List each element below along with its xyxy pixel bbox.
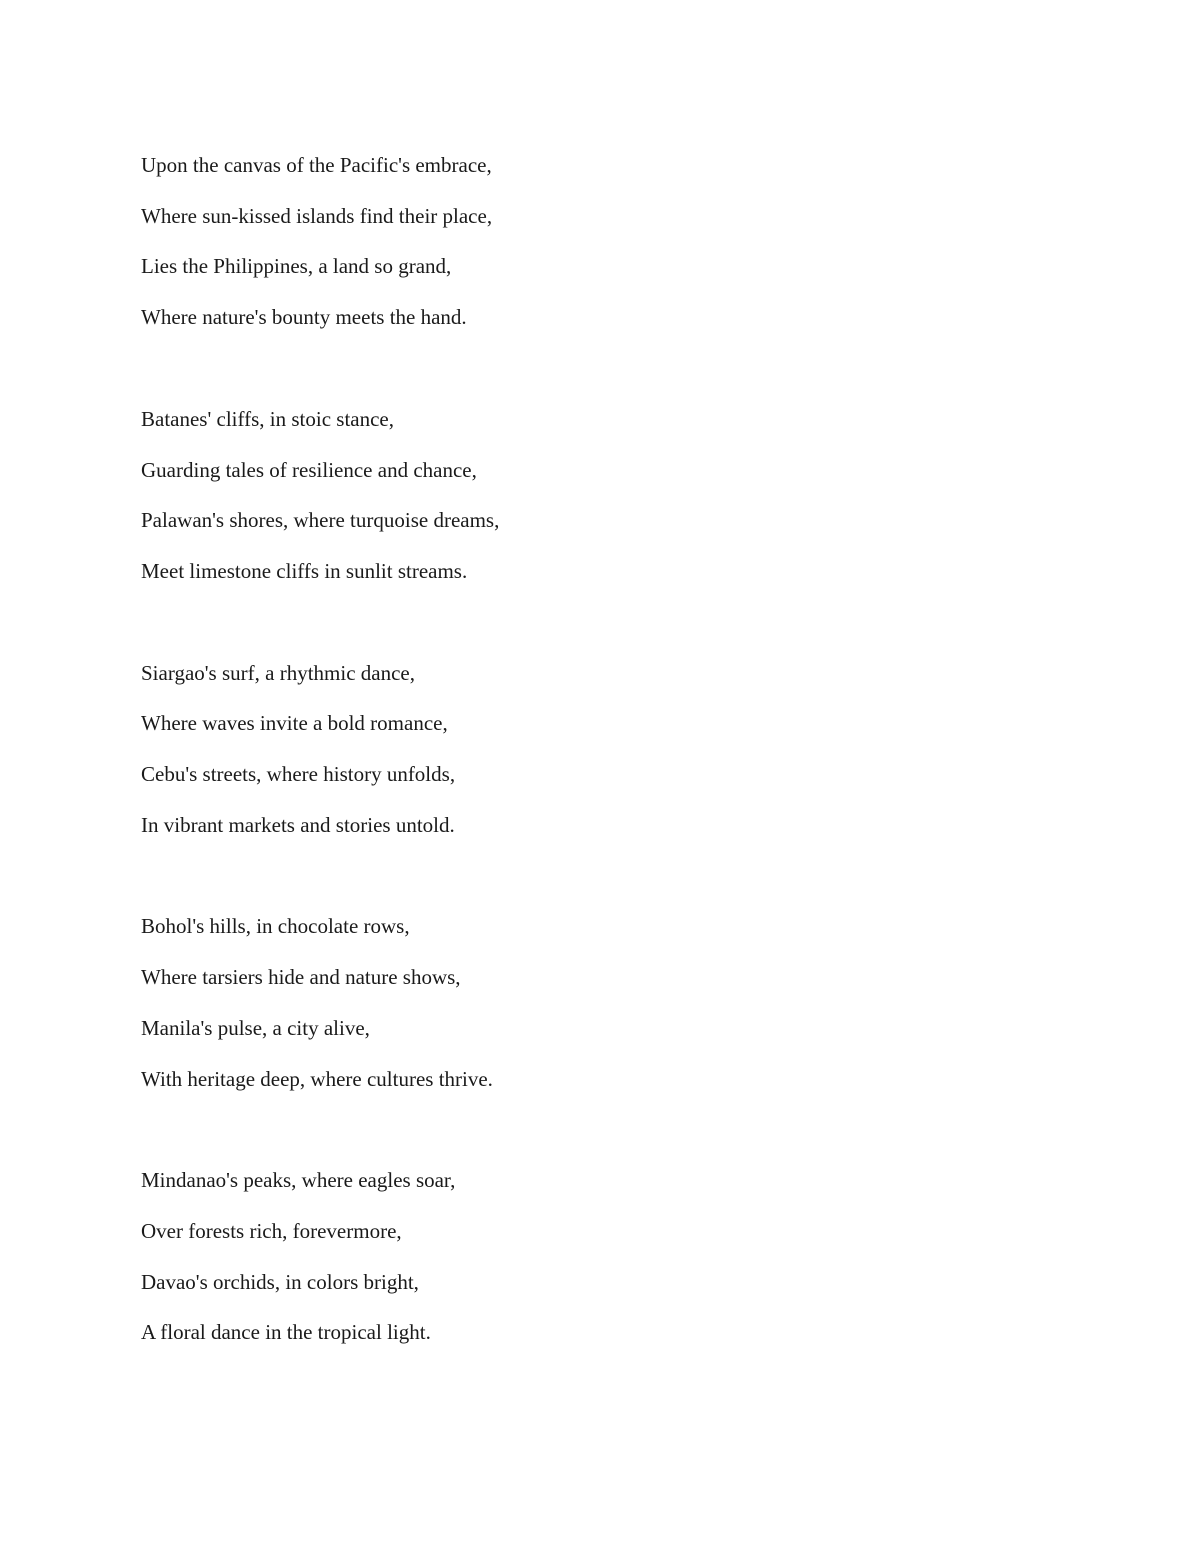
stanza-2 (141, 394, 1041, 597)
poem-line: Davao's orchids, in colors bright, (141, 1269, 419, 1294)
stanza-4 (141, 901, 1041, 1104)
poem-line: Manila's pulse, a city alive, (141, 1015, 370, 1040)
poem-line: Where sun-kissed islands find their place, (141, 203, 493, 228)
poem-line: Palawan's shores, where turquoise dreams, (141, 508, 500, 533)
poem-line: Batanes' cliffs, in stoic stance, (141, 406, 394, 431)
poem-line: Upon the canvas of the Pacific's embrace, (141, 153, 492, 177)
poem-line: In vibrant markets and stories untold. (141, 812, 455, 837)
poem-line: Bohol's hills, in chocolate rows, (141, 914, 410, 939)
poem-line: Where tarsiers hide and nature shows, (141, 965, 461, 990)
poem-line: With heritage deep, where cultures thrive. (141, 1066, 493, 1091)
poem-line: Where nature's bounty meets the hand. (141, 305, 467, 330)
poem-line: Cebu's streets, where history unfolds, (141, 762, 456, 787)
stanza-3 (141, 648, 1041, 851)
poem-line: Mindanao's peaks, where eagles soar, (141, 1168, 456, 1193)
poem-line: Meet limestone cliffs in sunlit streams. (141, 558, 468, 583)
poem-line: A floral dance in the tropical light. (141, 1320, 431, 1345)
poem-line: Where waves invite a bold romance, (141, 711, 448, 736)
poem-line: Siargao's surf, a rhythmic dance, (141, 660, 415, 685)
poem-line: Over forests rich, forevermore, (141, 1218, 402, 1243)
stanza-5 (141, 1155, 1041, 1358)
poem-line: Guarding tales of resilience and chance, (141, 457, 477, 482)
poem-body (141, 140, 1041, 1409)
stanza-1 (141, 140, 1041, 343)
poem-line: Lies the Philippines, a land so grand, (141, 254, 452, 279)
